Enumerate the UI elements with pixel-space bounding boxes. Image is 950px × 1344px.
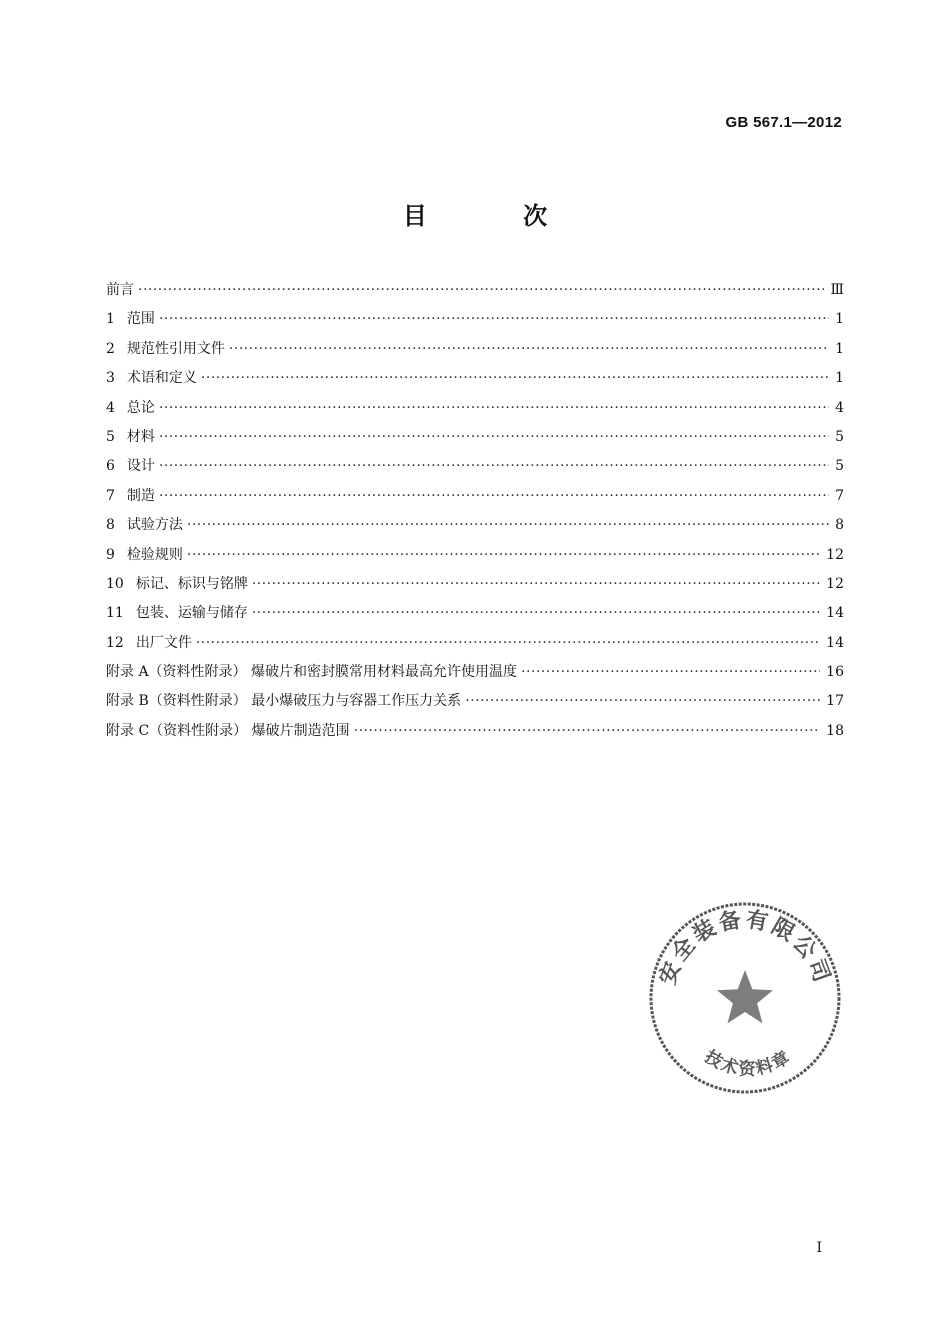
toc-entry-label: 材料 [126, 428, 155, 445]
toc-entry-number: 7 [106, 487, 115, 504]
toc-entry-8[interactable] [106, 511, 844, 540]
toc-entry-label: 术语和定义 [126, 370, 197, 387]
toc-entry-number: 9 [106, 546, 115, 563]
toc-leader-dots [252, 570, 820, 599]
toc-entry-appendix-b[interactable] [106, 687, 844, 716]
toc-leader-dots [521, 658, 820, 687]
page-number: I [816, 1240, 822, 1256]
toc-entry-preface[interactable] [106, 276, 844, 305]
toc-entry-page: 16 [826, 664, 844, 681]
toc-entry-label: 标记、标识与铭牌 [135, 575, 248, 592]
toc-entry-appendix-a[interactable] [106, 658, 844, 687]
toc-entry-page: 5 [835, 428, 844, 445]
toc-leader-dots [354, 717, 821, 746]
toc-leader-dots [159, 423, 829, 452]
toc-entry-label: 试验方法 [126, 517, 183, 534]
toc-entry-3[interactable] [106, 364, 844, 393]
toc-entry-11[interactable] [106, 599, 844, 628]
toc-leader-dots [187, 511, 829, 540]
toc-entry-label: 范围 [126, 311, 155, 328]
toc-leader-dots [229, 335, 829, 364]
toc-entry-appendix-c[interactable] [106, 717, 844, 746]
toc-entry-label: 前言 [106, 282, 134, 298]
company-seal-stamp [645, 898, 845, 1098]
toc-entry-page: 5 [835, 458, 844, 475]
toc-entry-page: 17 [826, 693, 844, 710]
toc-entry-page: 12 [826, 546, 844, 563]
toc-entry-page: 14 [826, 605, 844, 622]
toc-leader-dots [159, 452, 829, 481]
toc-entry-page: 18 [826, 722, 844, 739]
toc-entry-number: 1 [106, 311, 115, 328]
toc-leader-dots [465, 687, 820, 716]
toc-entry-label: 附录 A（资料性附录） 爆破片和密封膜常用材料最高允许使用温度 [106, 664, 518, 681]
toc-entry-9[interactable] [106, 541, 844, 570]
toc-entry-number: 2 [106, 340, 115, 357]
seal-text-top: 安全装备有限公司 [655, 907, 835, 989]
toc-entry-number: 8 [106, 517, 115, 534]
toc-entry-page: 1 [835, 370, 844, 387]
toc-entry-page: 7 [835, 487, 844, 504]
toc-entry-page: 1 [835, 340, 844, 357]
toc-leader-dots [159, 482, 829, 511]
toc-entry-10[interactable] [106, 570, 844, 599]
toc-entry-label: 附录 B（资料性附录） 最小爆破压力与容器工作压力关系 [106, 693, 462, 710]
toc-entry-12[interactable] [106, 629, 844, 658]
toc-entry-4[interactable] [106, 394, 844, 423]
seal-star-icon [717, 970, 773, 1023]
toc-entry-label: 总论 [126, 399, 155, 416]
toc-entry-6[interactable] [106, 452, 844, 481]
toc-leader-dots [252, 599, 820, 628]
toc-leader-dots [159, 305, 829, 334]
toc-entry-number: 4 [106, 399, 115, 416]
toc-entry-label: 设计 [126, 458, 155, 475]
toc-entry-page: Ⅲ [830, 282, 844, 298]
toc-entry-2[interactable] [106, 335, 844, 364]
toc-leader-dots [187, 541, 820, 570]
toc-entry-number: 5 [106, 428, 115, 445]
toc-entry-number: 6 [106, 458, 115, 475]
standard-code: GB 567.1—2012 [725, 114, 842, 131]
toc-entry-page: 4 [835, 399, 844, 416]
toc-entry-1[interactable] [106, 305, 844, 334]
toc-entry-number: 12 [106, 634, 124, 651]
toc-entry-page: 12 [826, 575, 844, 592]
toc-entry-5[interactable] [106, 423, 844, 452]
toc-leader-dots [138, 276, 824, 305]
toc-entry-page: 1 [835, 311, 844, 328]
toc-entry-label: 制造 [126, 487, 155, 504]
toc-entry-label: 出厂文件 [135, 634, 192, 651]
toc-entry-7[interactable] [106, 482, 844, 511]
toc-entry-label: 包装、运输与储存 [135, 605, 248, 622]
toc-entry-page: 14 [826, 634, 844, 651]
toc-entry-label: 规范性引用文件 [126, 340, 225, 357]
toc-entry-label: 检验规则 [126, 546, 183, 563]
seal-text-bottom: 技术资料章 [700, 1046, 796, 1080]
page-title: 目 次 [402, 202, 592, 230]
toc-entry-number: 10 [106, 575, 124, 592]
toc-entry-page: 8 [835, 517, 844, 534]
toc-entry-label: 附录 C（资料性附录） 爆破片制造范围 [106, 722, 350, 739]
toc-leader-dots [201, 364, 829, 393]
toc-entry-number: 11 [106, 605, 124, 622]
table-of-contents [106, 276, 844, 746]
toc-entry-number: 3 [106, 370, 115, 387]
toc-leader-dots [159, 394, 829, 423]
toc-leader-dots [196, 629, 820, 658]
